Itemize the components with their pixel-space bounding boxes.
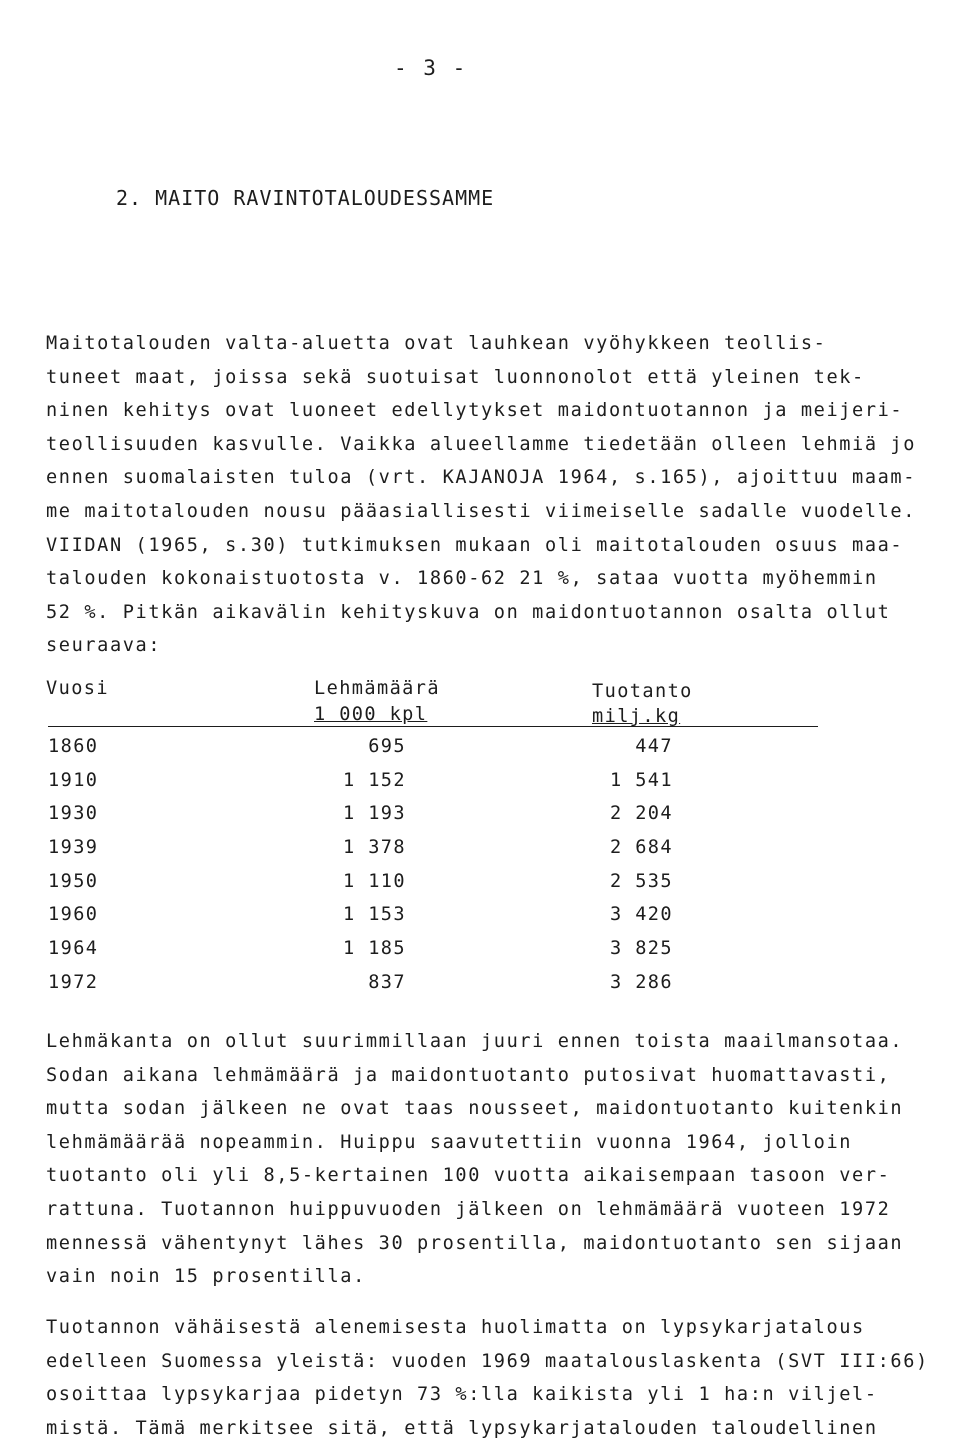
text-line: tuotanto oli yli 8,5-kertainen 100 vuotta aikaisempaan tasoon ver- — [46, 1165, 891, 1187]
text-line: Lehmäkanta on ollut suurimmillaan juuri ennen toista maailmansotaa. — [46, 1031, 904, 1052]
cell-cows: 695 — [368, 736, 406, 757]
table-body — [46, 736, 826, 1006]
cell-cows: 1 193 — [343, 803, 406, 825]
cell-cows: 1 378 — [343, 837, 406, 859]
cell-cows: 1 185 — [343, 938, 406, 960]
paragraph-current — [46, 1311, 929, 1445]
cell-production: 3 420 — [610, 904, 673, 926]
table-row — [46, 938, 826, 972]
text-line: vain noin 15 prosentilla. — [46, 1266, 366, 1288]
page-number: - 3 - — [394, 56, 468, 80]
text-line: teollisuuden kasvulle. Vaikka alueellamme tiedetään olleen lehmiä jo — [46, 433, 917, 455]
cell-cows: 1 110 — [343, 870, 406, 892]
cell-cows: 837 — [368, 971, 406, 993]
text-line: me maitotalouden nousu pääasiallisesti viimeiselle sadalle vuodelle. — [46, 500, 917, 522]
cell-production: 2 684 — [610, 837, 673, 859]
cell-year: 1910 — [48, 769, 99, 791]
cell-year: 1950 — [48, 870, 99, 892]
cell-year: 1964 — [48, 938, 99, 960]
text-line: osoittaa lypsykarjaa pidetyn 73 %:lla kaikista yli 1 ha:n viljel- — [46, 1384, 878, 1406]
cell-production: 2 204 — [610, 803, 673, 825]
text-line: ninen kehitys ovat luoneet edellytykset maidontuotannon ja meijeri- — [46, 400, 904, 422]
table-row — [46, 904, 826, 938]
text-line: Maitotalouden valta-aluetta ovat lauhkean vyöhykkeen teollis- — [46, 333, 827, 354]
cell-year: 1960 — [48, 904, 99, 926]
table-row — [46, 770, 826, 804]
cell-production: 1 541 — [610, 769, 673, 791]
column-header-production-unit: milj.kg — [592, 706, 681, 727]
text-line: seuraava: — [46, 635, 162, 657]
column-header-production: Tuotanto — [592, 681, 693, 702]
table-header-rule — [48, 726, 818, 727]
text-line: mutta sodan jälkeen ne ovat taas nousseet, maidontuotanto kuitenkin — [46, 1098, 904, 1120]
text-line: Sodan aikana lehmämäärä ja maidontuotanto putosivat huomattavasti, — [46, 1064, 891, 1086]
text-line: Tuotannon vähäisestä alenemisesta huolimatta on lypsykarjatalous — [46, 1317, 865, 1338]
cell-production: 447 — [635, 736, 673, 757]
cell-production: 3 825 — [610, 938, 673, 960]
column-header-year: Vuosi — [46, 678, 109, 699]
cell-cows: 1 152 — [343, 769, 406, 791]
column-header-cows: Lehmämäärä — [314, 678, 440, 699]
text-line: VIIDAN (1965, s.30) tutkimuksen mukaan oli maitotalouden osuus maa- — [46, 534, 904, 556]
text-line: 52 %. Pitkän aikavälin kehityskuva on maidontuotannon osalta ollut — [46, 601, 891, 623]
cell-cows: 1 153 — [343, 904, 406, 926]
text-line: tuneet maat, joissa sekä suotuisat luonnonolot että yleinen tek- — [46, 366, 865, 388]
table-row — [46, 803, 826, 837]
section-heading: 2. MAITO RAVINTOTALOUDESSAMME — [116, 186, 495, 210]
text-line: talouden kokonaistuotosta v. 1860-62 21 %, sataa vuotta myöhemmin — [46, 568, 878, 590]
cell-year: 1939 — [48, 837, 99, 859]
table-row — [46, 972, 826, 1006]
text-line: mistä. Tämä merkitsee sitä, että lypsykarjatalouden taloudellinen — [46, 1417, 878, 1439]
paragraph-intro — [46, 327, 916, 663]
text-line: edelleen Suomessa yleistä: vuoden 1969 maatalouslaskenta (SVT III:66) — [46, 1350, 929, 1372]
table-row — [46, 736, 826, 770]
paragraph-wartime — [46, 1025, 903, 1294]
cell-year: 1972 — [48, 971, 99, 993]
text-line: mennessä vähentynyt lähes 30 prosentilla, maidontuotanto sen sijaan — [46, 1232, 904, 1254]
text-line: rattuna. Tuotannon huippuvuoden jälkeen on lehmämäärä vuoteen 1972 — [46, 1198, 891, 1220]
table-row — [46, 871, 826, 905]
cell-year: 1860 — [48, 736, 99, 757]
column-header-cows-unit: 1 000 kpl — [314, 704, 428, 725]
cell-production: 2 535 — [610, 870, 673, 892]
table-row — [46, 837, 826, 871]
cell-production: 3 286 — [610, 971, 673, 993]
text-line: lehmämäärää nopeammin. Huippu saavutettiin vuonna 1964, jolloin — [46, 1131, 853, 1153]
text-line: ennen suomalaisten tuloa (vrt. KAJANOJA 1964, s.165), ajoittuu maam- — [46, 467, 917, 489]
cell-year: 1930 — [48, 803, 99, 825]
